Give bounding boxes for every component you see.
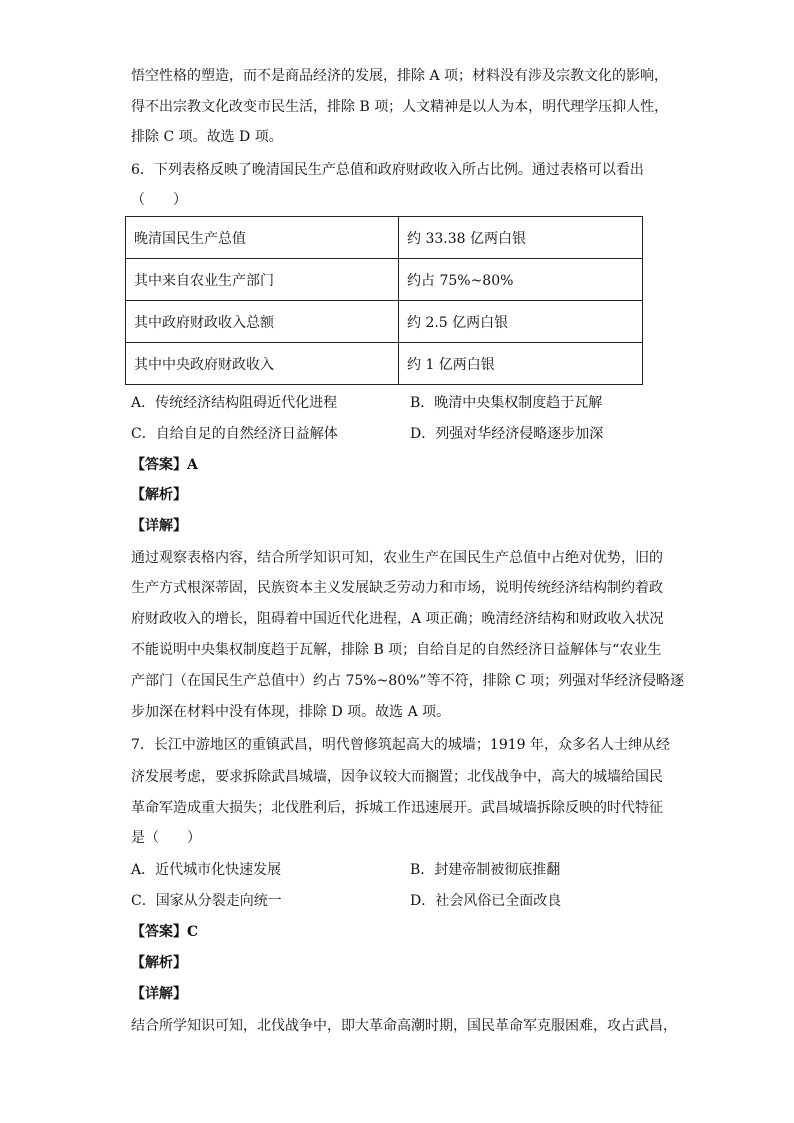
q6-detail-heading: 【详解】 bbox=[131, 518, 187, 534]
q7-option-c: C．国家从分裂走向统一 bbox=[131, 893, 282, 909]
table-cell: 晚清国民生产总值 bbox=[126, 217, 399, 259]
intro-line: 悟空性格的塑造，而不是商品经济的发展，排除 A 项；材料没有涉及宗教文化的影响， bbox=[131, 68, 669, 84]
q6-explanation-line: 步加深在材料中没有体现，排除 D 项。故选 A 项。 bbox=[131, 704, 451, 720]
q6-explanation-line: 产部门（在国民生产总值中）约占 75%~80%”等不符，排除 C 项；列强对华经济侵略逐 bbox=[131, 673, 685, 689]
q6-answer: 【答案】A bbox=[131, 457, 198, 473]
table-cell: 约占 75%~80% bbox=[399, 259, 643, 301]
table-cell: 约 2.5 亿两白银 bbox=[399, 301, 643, 343]
table-row bbox=[126, 259, 643, 301]
q6-data-table bbox=[125, 216, 643, 385]
q6-explanation-line: 生产方式根深蒂固，民族资本主义发展缺乏劳动力和市场，说明传统经济结构制约着政 bbox=[131, 580, 663, 596]
q6-explanation-line: 不能说明中央集权制度趋于瓦解，排除 B 项；自给自足的自然经济日益解体与“农业生 bbox=[131, 642, 662, 658]
q7-stem-line: 7．长江中游地区的重镇武昌，明代曾修筑起高大的城墙；1919 年，众多名人士绅从经 bbox=[131, 737, 670, 753]
table-row bbox=[126, 343, 643, 385]
table-cell: 约 33.38 亿两白银 bbox=[399, 217, 643, 259]
q7-option-d: D．社会风俗已全面改良 bbox=[410, 893, 562, 909]
table-cell: 其中来自农业生产部门 bbox=[126, 259, 399, 301]
q7-answer: 【答案】C bbox=[131, 924, 199, 940]
q6-option-d: D．列强对华经济侵略逐步加深 bbox=[410, 426, 604, 442]
q7-option-a: A．近代城市化快速发展 bbox=[131, 862, 282, 878]
intro-line: 排除 C 项。故选 D 项。 bbox=[131, 129, 283, 145]
intro-line: 得不出宗教文化改变市民生活，排除 B 项；人文精神是以人为本，明代理学压抑人性， bbox=[131, 99, 669, 115]
table-cell: 约 1 亿两白银 bbox=[399, 343, 643, 385]
q6-explanation-line: 通过观察表格内容，结合所学知识可知，农业生产在国民生产总值中占绝对优势，旧的 bbox=[131, 550, 663, 566]
table-cell: 其中政府财政收入总额 bbox=[126, 301, 399, 343]
q6-explanation-line: 府财政收入的增长，阻碍着中国近代化进程，A 项正确；晚清经济结构和财政收入状况 bbox=[131, 611, 664, 627]
q7-detail-heading: 【详解】 bbox=[131, 986, 187, 1002]
q7-explanation-line: 结合所学知识可知，北伐战争中，即大革命高潮时期，国民革命军克服困难，攻占武昌， bbox=[131, 1018, 677, 1034]
q6-stem-line: 6．下列表格反映了晚清国民生产总值和政府财政收入所占比例。通过表格可以看出 bbox=[131, 162, 644, 178]
q7-option-b: B．封建帝制被彻底推翻 bbox=[410, 862, 561, 878]
q6-analysis-heading: 【解析】 bbox=[131, 487, 187, 503]
q6-stem-line: （ ） bbox=[131, 192, 187, 208]
table-row bbox=[126, 217, 643, 259]
q6-option-c: C．自给自足的自然经济日益解体 bbox=[131, 426, 338, 442]
q6-option-a: A．传统经济结构阻碍近代化进程 bbox=[131, 395, 338, 411]
q7-analysis-heading: 【解析】 bbox=[131, 955, 187, 971]
q7-stem-line: 是（ ） bbox=[131, 830, 201, 846]
table-cell: 其中中央政府财政收入 bbox=[126, 343, 399, 385]
q6-option-b: B．晚清中央集权制度趋于瓦解 bbox=[410, 395, 603, 411]
q7-stem-line: 济发展考虑，要求拆除武昌城墙，因争议较大而搁置；北伐战争中，高大的城墙给国民 bbox=[131, 769, 663, 785]
q7-stem-line: 革命军造成重大损失；北伐胜利后，拆城工作迅速展开。武昌城墙拆除反映的时代特征 bbox=[131, 800, 663, 816]
table-row bbox=[126, 301, 643, 343]
